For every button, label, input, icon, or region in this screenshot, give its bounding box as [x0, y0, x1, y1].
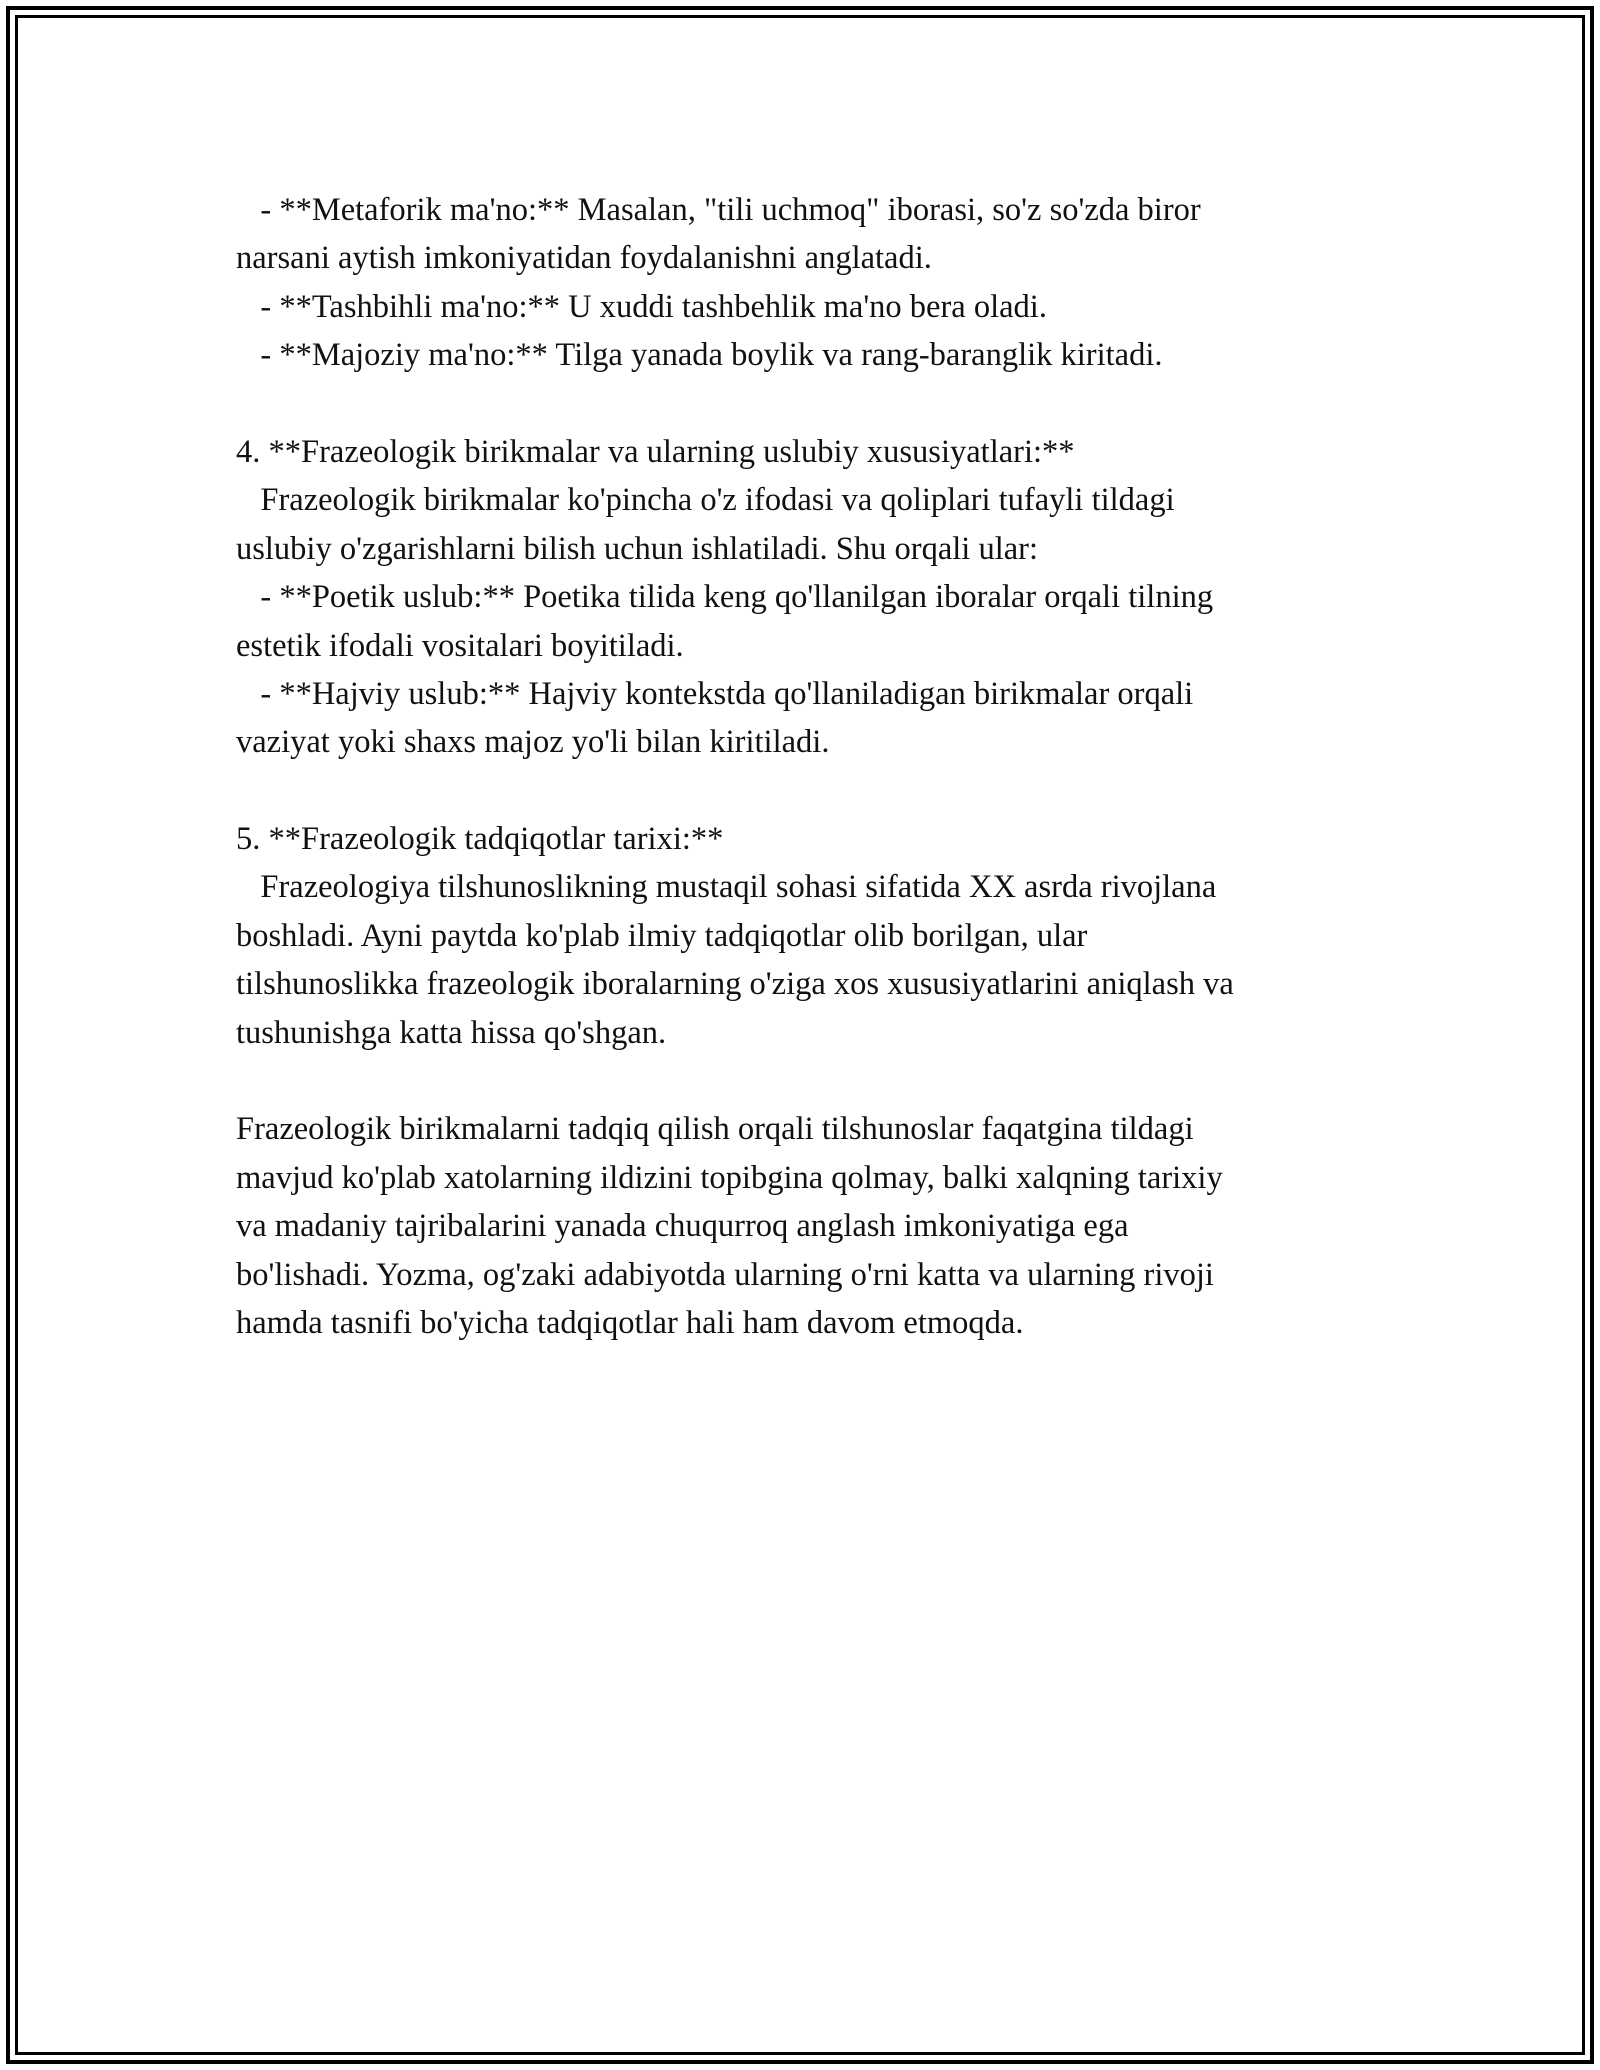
tashbihli-item	[236, 283, 1386, 331]
paragraph-gap	[236, 767, 1386, 815]
text-line: 4. **Frazeologik birikmalar va ularning uslubiy xususiyatlari:**	[236, 433, 1075, 470]
hajviy-item	[236, 670, 1386, 767]
text-line: vaziyat yoki shaxs majoz yo'li bilan kiritiladi.	[236, 724, 830, 761]
section-4-heading	[236, 428, 1386, 476]
paragraph-gap	[236, 1057, 1386, 1105]
majoziy-item	[236, 331, 1386, 379]
text-line: - **Hajviy uslub:** Hajviy kontekstda qo'llaniladigan birikmalar orqali	[236, 675, 1194, 712]
text-line: tushunishga katta hissa qo'shgan.	[236, 1014, 667, 1051]
text-line: narsani aytish imkoniyatidan foydalanishni anglatadi.	[236, 240, 932, 277]
text-line: bo'lishadi. Yozma, og'zaki adabiyotda ularning o'rni katta va ularning rivoji	[236, 1256, 1214, 1293]
section-5-heading	[236, 815, 1386, 863]
conclusion-paragraph	[236, 1105, 1386, 1347]
text-line: - **Poetik uslub:** Poetika tilida keng qo'llanilgan iboralar orqali tilning	[236, 579, 1214, 616]
paragraph-gap	[236, 380, 1386, 428]
text-line: boshladi. Ayni paytda ko'plab ilmiy tadqiqotlar olib borilgan, ular	[236, 917, 1088, 954]
text-line: Frazeologik birikmalar ko'pincha o'z ifodasi va qoliplari tufayli tildagi	[236, 482, 1175, 519]
text-line: estetik ifodali vositalari boyitiladi.	[236, 627, 684, 664]
document-body	[236, 186, 1386, 1347]
poetik-item	[236, 573, 1386, 670]
text-line: - **Metaforik ma'no:** Masalan, "tili uchmoq" iborasi, so'z so'zda biror	[236, 192, 1201, 228]
section-5-body	[236, 863, 1386, 1057]
text-line: Frazeologiya tilshunoslikning mustaqil sohasi sifatida XX asrda rivojlana	[236, 869, 1217, 906]
text-line: 5. **Frazeologik tadqiqotlar tarixi:**	[236, 821, 724, 858]
text-line: hamda tasnifi bo'yicha tadqiqotlar hali ham davom etmoqda.	[236, 1304, 1024, 1341]
text-line: - **Tashbihli ma'no:** U xuddi tashbehlik ma'no bera oladi.	[236, 288, 1047, 325]
section-4-body	[236, 476, 1386, 573]
text-line: tilshunoslikka frazeologik iboralarning o'ziga xos xususiyatlarini aniqlash va	[236, 966, 1234, 1003]
text-line: va madaniy tajribalarini yanada chuqurroq anglash imkoniyatiga ega	[236, 1208, 1129, 1245]
metaforik-item	[236, 186, 1386, 283]
text-line: mavjud ko'plab xatolarning ildizini topibgina qolmay, balki xalqning tarixiy	[236, 1159, 1223, 1196]
text-line: Frazeologik birikmalarni tadqiq qilish orqali tilshunoslar faqatgina tildagi	[236, 1111, 1194, 1148]
text-line: - **Majoziy ma'no:** Tilga yanada boylik va rang-baranglik kiritadi.	[236, 337, 1163, 374]
text-line: uslubiy o'zgarishlarni bilish uchun ishlatiladi. Shu orqali ular:	[236, 530, 1038, 567]
